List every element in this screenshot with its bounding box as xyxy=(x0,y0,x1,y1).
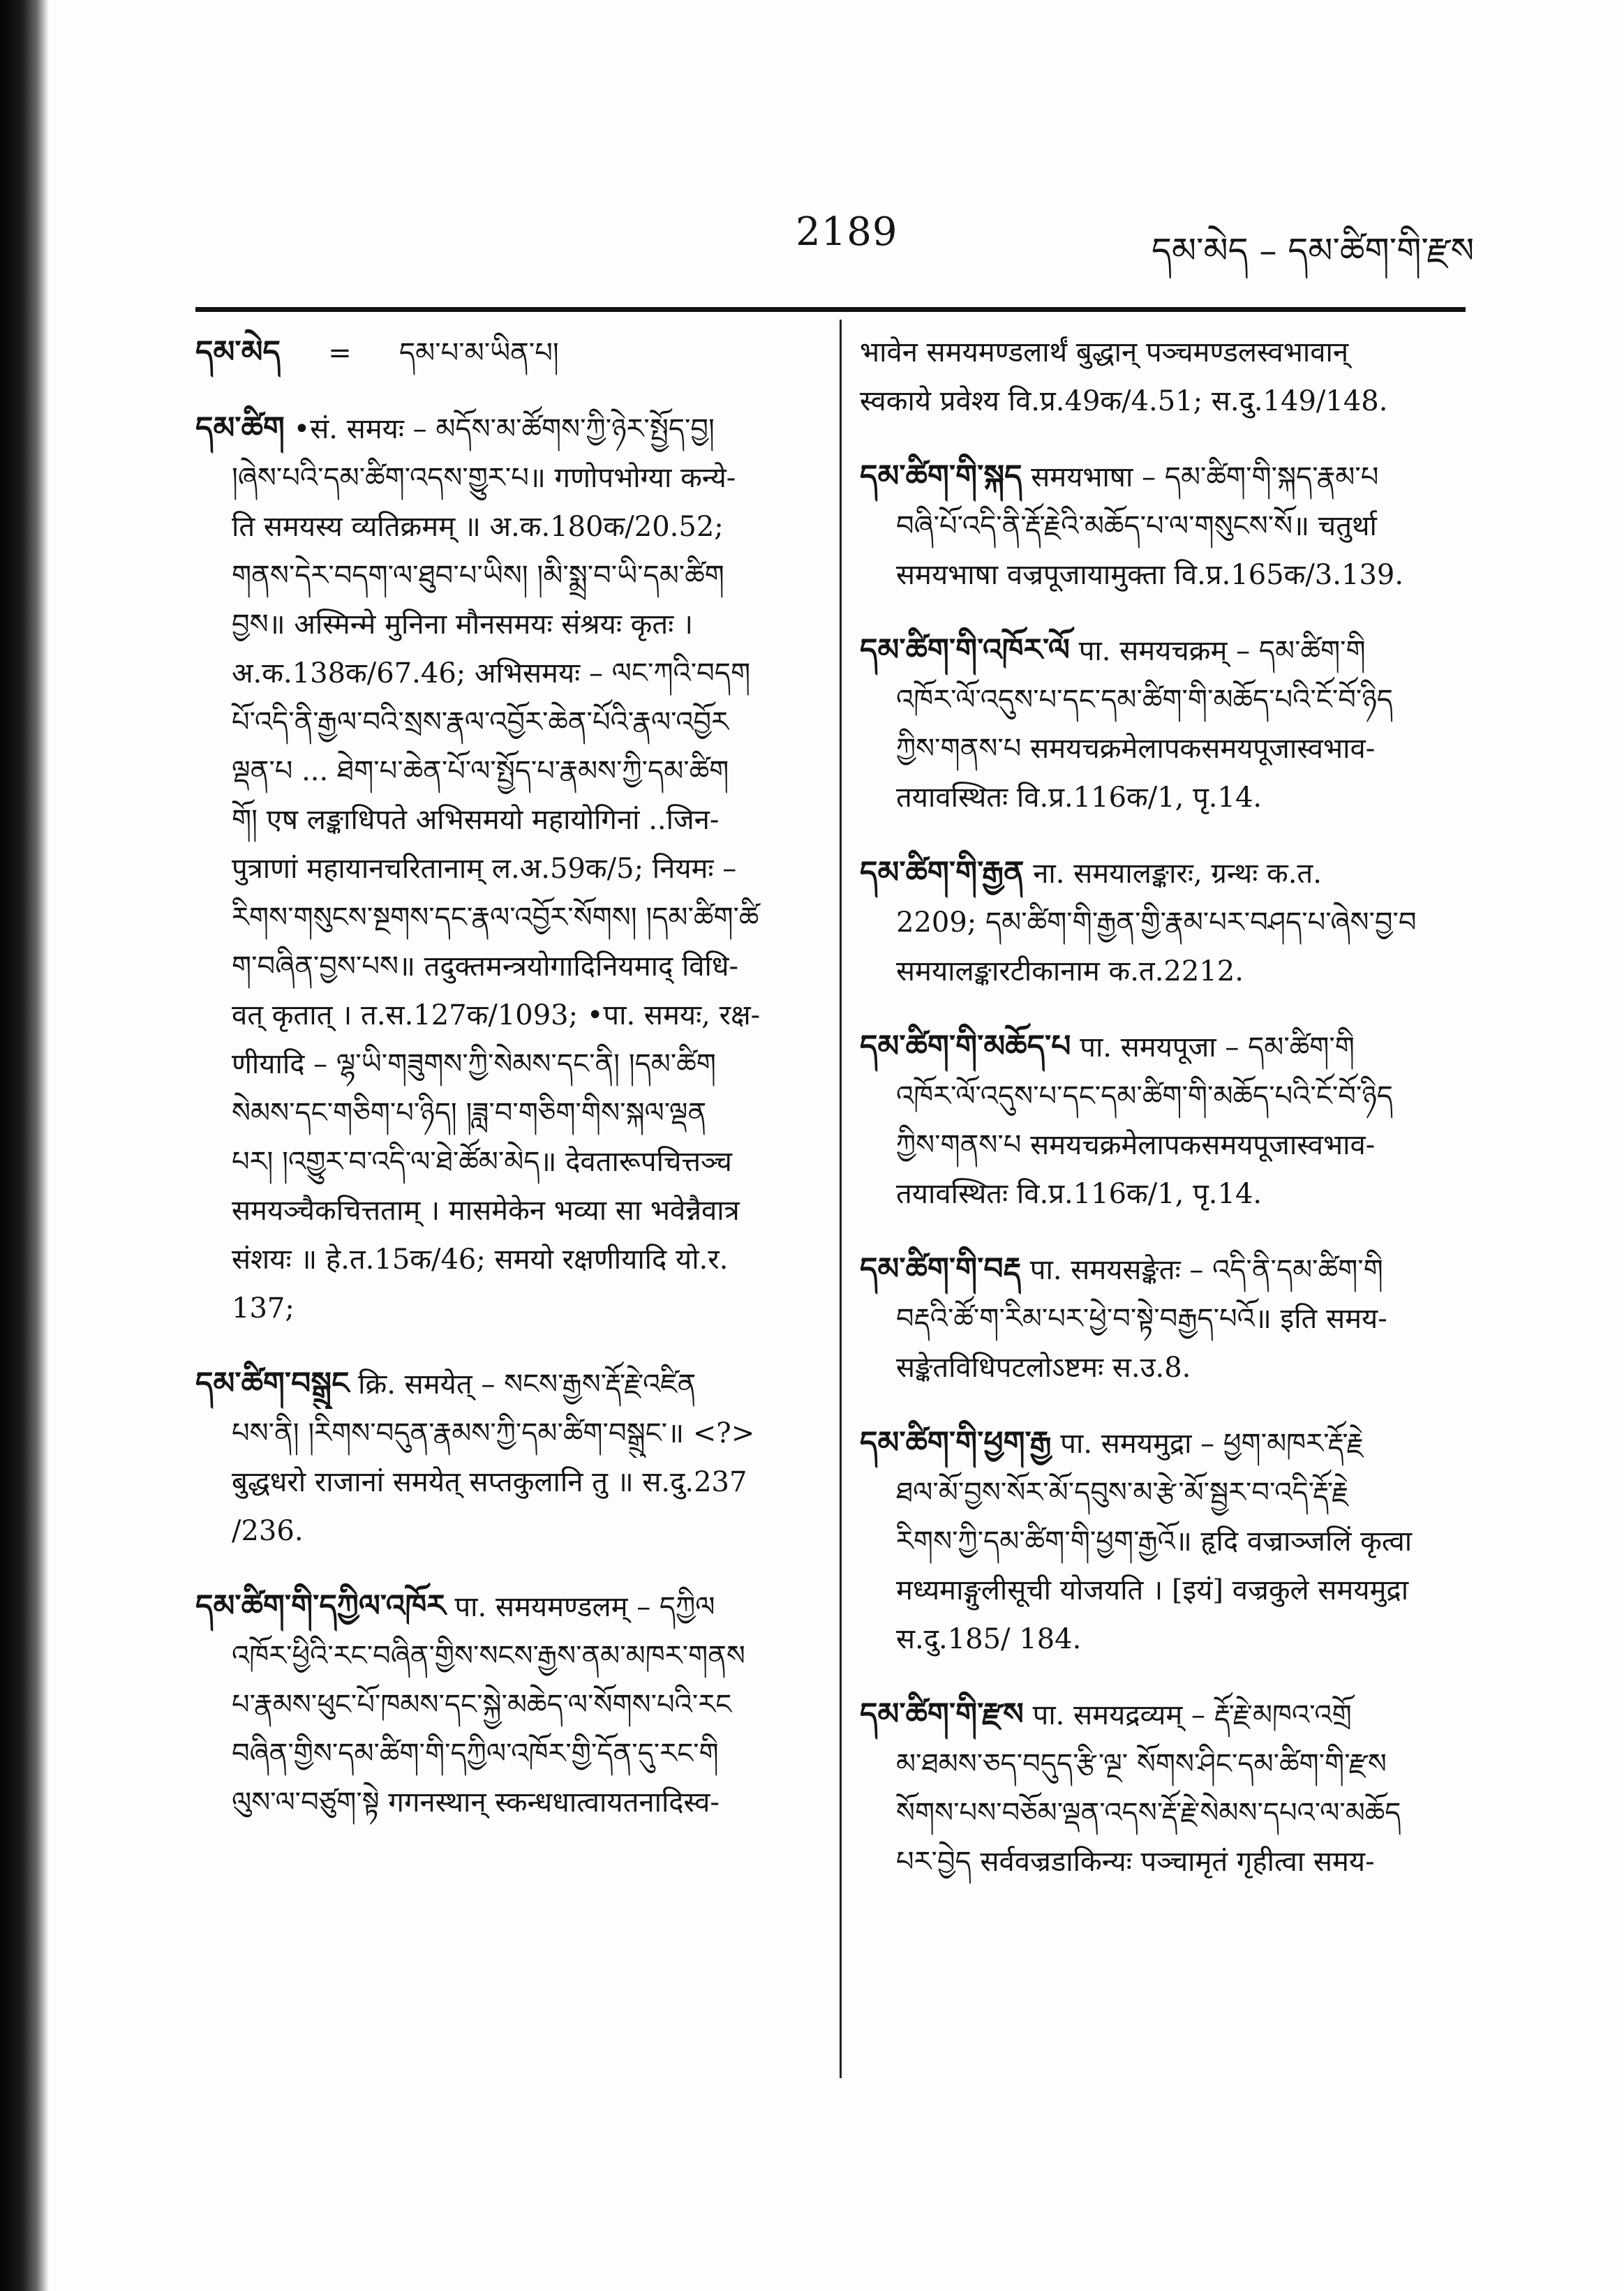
entry-text: पा. समयचक्रम् – དམ་ཚིག་གི xyxy=(1078,635,1366,667)
entry-text: समयञ्चैकचित्तताम् । मासमेकेन भव्या सा भवेन्नैवात्र xyxy=(232,1195,740,1227)
entry-text: ཐལ་མོ་བྱས་སོར་མོ་དབུས་མ་རྩེ་མོ་སྦྱར་བ་འདི་རྡོ་རྗེ xyxy=(896,1477,1349,1509)
entry-text: पा. समयसङ्केतः – འདི་ནི་དམ་ཚིག་གི xyxy=(1029,1254,1383,1286)
entry-text: णीयादि – ལྷ་ཡི་གཟུགས་ཀྱི་སེམས་དང་ནི། །དམ་ཚིག xyxy=(232,1048,716,1080)
entry-text: अ.क.138क/67.46; अभिसमयः – ལང་ཀའི་བདག xyxy=(232,657,751,689)
entry-text: पा. समयमण्डलम् – དཀྱིལ xyxy=(454,1591,715,1623)
entry-headword: དམ་མེད xyxy=(195,334,281,370)
entry-text: पुत्राणां महायानचरितानाम् ल.अ.59क/5; नियमः – xyxy=(232,853,737,885)
entry-line xyxy=(860,1419,1467,1468)
entry-line xyxy=(195,844,824,893)
dictionary-entry xyxy=(860,626,1467,822)
entry-text: तयावस्थितः वि.प्र.116क/1, पृ.14. xyxy=(896,782,1262,814)
entry-headword: དམ་ཚིག་གི་རྫས xyxy=(860,1696,1024,1732)
entry-line xyxy=(195,1778,824,1827)
entry-line xyxy=(860,1072,1467,1121)
header-rule xyxy=(195,307,1466,312)
right-column xyxy=(860,328,1467,1913)
entry-text: संशयः ॥ हे.त.15क/46; समयो रक्षणीयादि यो.र. xyxy=(232,1244,729,1276)
entry-headword: དམ་ཚིག་གི་འཁོར་ལོ xyxy=(860,632,1070,668)
entry-text: རིགས་གསུངས་སྔགས་དང་རྣལ་འབྱོར་སོགས། །དམ་ཚིག་ཚི xyxy=(232,902,759,934)
dictionary-entry xyxy=(860,328,1467,426)
entry-text: པས་ནི། །རིགས་བདུན་རྣམས་ཀྱི་དམ་ཚིག་བསྒྲུང་॥ <?> xyxy=(232,1417,755,1449)
entry-line xyxy=(860,898,1467,947)
entry-text: /236. xyxy=(232,1515,304,1547)
dictionary-entry xyxy=(860,1022,1467,1218)
entry-line xyxy=(195,1632,824,1680)
entry-text: स्वकाये प्रवेश्य वि.प्र.49क/4.51; स.दु.149/148. xyxy=(860,385,1388,417)
entry-line xyxy=(195,1235,824,1284)
entry-line xyxy=(860,1121,1467,1170)
dictionary-entry xyxy=(195,1582,824,1827)
entry-text: भावेन समयमण्डलार्थं बुद्धान् पञ्चमण्डलस्वभावान् xyxy=(860,336,1349,368)
entry-text: བརྡའི་ཚོ་ག་རིམ་པར་ཕྱེ་བ་སྟེ་བརྒྱད་པའོ॥ इति समय- xyxy=(896,1303,1387,1335)
entry-line xyxy=(195,1582,824,1632)
entry-headword: དམ་ཚིག་གི་མཆོད་པ xyxy=(860,1029,1071,1064)
entry-text: वत् कृतात् । त.स.127क/1093; •पा. समयः, रक्ष- xyxy=(232,999,761,1031)
entry-text: སེམས་དང་གཅིག་པ་ཉིད། །ཟླ་བ་གཅིག་གིས་སྐལ་ལྡན xyxy=(232,1097,707,1129)
entry-text: समयभाषा – དམ་ཚིག་གི་སྐད་རྣམ་པ xyxy=(1031,461,1379,493)
entry-text: •सं. समयः – མདོས་མ་ཚོགས་ཀྱི་ཉེར་སྤྱོད་བྱ། xyxy=(293,413,715,445)
entry-text: འཁོར་ཕྱིའི་རང་བཞིན་གྱིས་སངས་རྒྱས་ནམ་མཁར་གནས xyxy=(232,1640,745,1672)
entry-line xyxy=(860,1566,1467,1615)
entry-line xyxy=(860,1245,1467,1294)
entry-text: གོ། एष लङ्काधिपते अभिसमयो महायोगिनां ..जिन- xyxy=(232,804,720,836)
entry-text: །ཞེས་པའི་དམ་ཚིག་འདས་གྱུར་པ॥ गणोपभोग्या कन्ये- xyxy=(232,462,736,494)
entry-line xyxy=(860,551,1467,599)
entry-headword: དམ་ཚིག་གི་བརྡ xyxy=(860,1251,1022,1287)
entry-headword: དམ་ཚིག་བསྒྲུང xyxy=(195,1366,350,1401)
entry-text: पा. समयद्रव्यम् – རྡོ་རྗེ་མཁའ་འགྲོ xyxy=(1032,1699,1352,1731)
dictionary-entry xyxy=(860,849,1467,996)
entry-text: པ་རྣམས་ཕུང་པོ་ཁམས་དང་སྐྱེ་མཆེད་ལ་སོགས་པའི་རང xyxy=(232,1689,732,1721)
entry-line xyxy=(195,698,824,747)
entry-line xyxy=(860,1517,1467,1566)
entry-text: 137; xyxy=(232,1292,295,1324)
entry-line xyxy=(860,724,1467,773)
entry-line xyxy=(195,404,824,454)
entry-text: तयावस्थितः वि.प्र.116क/1, पृ.14. xyxy=(896,1178,1262,1210)
entry-line xyxy=(195,600,824,649)
page-header xyxy=(0,0,1624,293)
binding-shadow xyxy=(0,0,49,2291)
entry-line xyxy=(860,452,1467,502)
dictionary-entry xyxy=(195,404,824,1333)
entry-text: རིགས་ཀྱི་དམ་ཚིག་གི་ཕྱག་རྒྱའོ॥ हृदि वज्राञ्जलिं कृत्वा xyxy=(896,1525,1413,1558)
entry-line xyxy=(860,1294,1467,1343)
entry-line xyxy=(195,796,824,844)
entry-text: བྱས॥ अस्मिन्मे मुनिना मौनसमयः संश्रयः कृतः । xyxy=(232,609,694,641)
entry-text: བཞི་པོ་འདི་ནི་རྡོ་རྗེའི་མཆོད་པ་ལ་གསུངས་སོ॥ चतुर्था xyxy=(896,510,1377,542)
dictionary-entry xyxy=(860,452,1467,599)
entry-headword: དམ་ཚིག་གི་ཕྱག་རྒྱ xyxy=(860,1425,1052,1461)
entry-text: ཀྱིས་གནས་པ समयचक्रमेलापकसमयपूजास्वभाव- xyxy=(896,733,1376,765)
running-head: དམ་མེད – དམ་ཚིག་གི་རྫས xyxy=(1152,230,1475,271)
entry-text: པར་བྱེད सर्ववज्रडाकिन्यः पञ्चामृतं गृहीत्वा समय- xyxy=(896,1846,1375,1878)
entry-line xyxy=(195,649,824,698)
dictionary-entry xyxy=(195,1359,824,1555)
entry-line xyxy=(195,893,824,942)
entry-text: स.दु.185/ 184. xyxy=(896,1623,1082,1655)
entry-headword: དམ་ཚིག་གི་སྐད xyxy=(860,458,1022,494)
entry-line xyxy=(195,1409,824,1458)
entry-line xyxy=(195,1089,824,1137)
entry-text: འཁོར་ལོ་འདུས་པ་དང་དམ་ཚིག་གི་མཆོད་པའི་ངོ་བོ་ཉིད xyxy=(896,1080,1393,1112)
entry-line xyxy=(195,747,824,796)
entry-line xyxy=(195,454,824,502)
entry-line xyxy=(195,1186,824,1235)
entry-line xyxy=(860,328,1467,377)
entry-text: པོ་འདི་ནི་རྒྱལ་བའི་སྲས་རྣལ་འབྱོར་ཆེན་པོའི་རྣལ་འབྱོར xyxy=(232,706,729,738)
entry-line xyxy=(195,502,824,551)
entry-headword: དམ་ཚིག་གི་རྒྱན xyxy=(860,855,1025,890)
entry-text: क्रि. समयेत् – སངས་རྒྱས་རྡོ་རྗེ་འཛིན xyxy=(358,1368,696,1401)
dictionary-entry xyxy=(860,1419,1467,1664)
entry-text: འཁོར་ལོ་འདུས་པ་དང་དམ་ཚིག་གི་མཆོད་པའི་ངོ་བོ་ཉིད xyxy=(896,684,1393,716)
dictionary-entry xyxy=(195,328,824,378)
entry-line xyxy=(195,1284,824,1333)
entry-line xyxy=(195,551,824,600)
entry-text: ལུས་ལ་བཙུག་སྟེ गगनस्थान् स्कन्धधात्वायतनादिस्व- xyxy=(232,1786,720,1819)
dictionary-entry xyxy=(860,1245,1467,1392)
entry-text: सङ्केतविधिपटलोऽष्टमः स.उ.8. xyxy=(896,1352,1191,1384)
entry-text: मध्यमाङ्गुलीसूची योजयति । [इयं] वज्रकुले समयमुद्रा xyxy=(896,1574,1409,1606)
entry-text: གནས་དེར་བདག་ལ་ཐུབ་པ་ཡིས། །མི་སྨྲ་བ་ཡི་དམ་ཚིག xyxy=(232,560,724,592)
entry-text: ཀྱིས་གནས་པ समयचक्रमेलापकसमयपूजास्वभाव- xyxy=(896,1129,1376,1161)
entry-text: ति समयस्य व्यतिक्रमम् ॥ अ.क.180क/20.52; xyxy=(232,511,724,543)
entry-line xyxy=(860,1343,1467,1392)
entry-line xyxy=(860,773,1467,822)
entry-line xyxy=(860,1690,1467,1740)
entry-line xyxy=(860,1789,1467,1837)
entry-text: དམ་པ་མ་ཡིན་པ། xyxy=(398,337,559,369)
entry-line xyxy=(195,942,824,991)
column-divider xyxy=(840,320,842,2078)
entry-line xyxy=(195,1137,824,1186)
entry-text: བཞིན་གྱིས་དམ་ཚིག་གི་དཀྱིལ་འཁོར་གྱི་དོན་དུ་རང་གི xyxy=(232,1738,719,1770)
dictionary-entry xyxy=(860,1690,1467,1886)
entry-line xyxy=(195,1040,824,1089)
entry-text: མ་ཐམས་ཅད་བདུད་རྩི་ལྔ་ སོགས་ཤིང་དམ་ཚིག་གི་རྫས xyxy=(896,1748,1387,1780)
entry-line xyxy=(860,502,1467,551)
entry-text: बुद्धधरो राजानां समयेत् सप्तकुलानि तु ॥ स.दु.237 xyxy=(232,1466,747,1498)
entry-line xyxy=(860,1837,1467,1886)
entry-text: समयभाषा वज्रपूजायामुक्ता वि.प्र.165क/3.139. xyxy=(896,559,1404,591)
entry-line xyxy=(860,1022,1467,1072)
entry-line xyxy=(860,676,1467,724)
entry-line xyxy=(860,1170,1467,1218)
entry-text: समयालङ्कारटीकानाम क.त.2212. xyxy=(896,955,1244,987)
entry-text: ག་བཞིན་བྱས་པས॥ तदुक्तमन्त्रयोगादिनियमाद् विधि- xyxy=(232,950,739,983)
entry-line xyxy=(195,328,824,378)
entry-text: 2209; དམ་ཚིག་གི་རྒྱན་གྱི་རྣམ་པར་བཤད་པ་ཞེས་བྱ་བ xyxy=(896,906,1417,939)
entry-line xyxy=(860,849,1467,898)
entry-text: སོགས་པས་བཅོམ་ལྡན་འདས་རྡོ་རྗེ་སེམས་དཔའ་ལ་མཆོད xyxy=(896,1797,1401,1829)
entry-line xyxy=(195,1680,824,1729)
entry-line xyxy=(860,377,1467,426)
left-column xyxy=(195,328,824,1853)
entry-text: पा. समयमुद्रा – ཕྱག་མཁར་རྡོ་རྗེ xyxy=(1060,1428,1364,1460)
entry-text: པར། །འགྱུར་བ་འདི་ལ་ཐེ་ཚོམ་མེད॥ देवतारूपचित्तञ्च xyxy=(232,1146,732,1178)
entry-line xyxy=(860,1740,1467,1789)
entry-line xyxy=(860,626,1467,676)
entry-headword: དམ་ཚིག་གི་དཀྱིལ་འཁོར xyxy=(195,1588,446,1624)
entry-line xyxy=(860,1468,1467,1517)
entry-line xyxy=(860,947,1467,996)
page-number: 2189 xyxy=(796,209,898,255)
entry-line xyxy=(195,1729,824,1778)
equals-sign: = xyxy=(328,337,352,369)
entry-line xyxy=(860,1615,1467,1664)
entry-line xyxy=(195,1458,824,1507)
entry-line xyxy=(195,991,824,1040)
entry-text: पा. समयपूजा – དམ་ཚིག་གི xyxy=(1080,1031,1355,1064)
entry-text: ना. समयालङ्कारः, ग्रन्थः क.त. xyxy=(1033,858,1322,890)
entry-line xyxy=(195,1507,824,1555)
entry-line xyxy=(195,1359,824,1409)
entry-text: ལྡན་པ ... ཐེག་པ་ཆེན་པོ་ལ་སྤྱོད་པ་རྣམས་ཀྱི་དམ་ཚིག xyxy=(232,755,729,787)
entry-headword: དམ་ཚིག xyxy=(195,410,285,446)
